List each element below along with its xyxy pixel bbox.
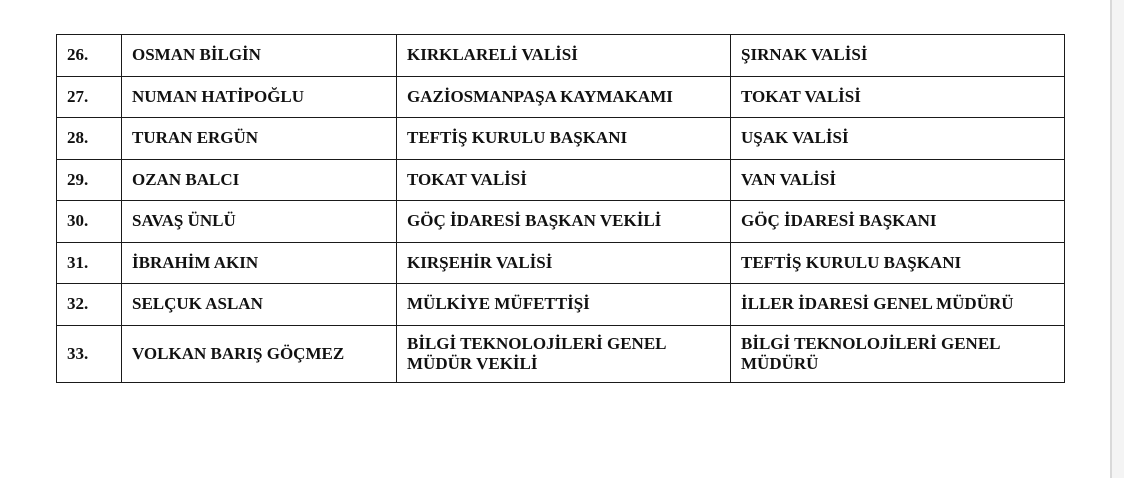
person-name: NUMAN HATİPOĞLU [122,76,397,118]
new-post: İLLER İDARESİ GENEL MÜDÜRÜ [731,284,1065,326]
former-post: GAZİOSMANPAŞA KAYMAKAMI [397,76,731,118]
table-row [57,201,1065,243]
table-row [57,76,1065,118]
former-post: BİLGİ TEKNOLOJİLERİ GENEL MÜDÜR VEKİLİ [397,325,731,382]
table-row [57,325,1065,382]
row-number: 33. [57,325,122,382]
appointments-table [56,34,1065,383]
row-number: 31. [57,242,122,284]
former-post: MÜLKİYE MÜFETTİŞİ [397,284,731,326]
new-post: TOKAT VALİSİ [731,76,1065,118]
former-post: KIRKLARELİ VALİSİ [397,35,731,77]
row-number: 26. [57,35,122,77]
person-name: SELÇUK ASLAN [122,284,397,326]
former-post: KIRŞEHİR VALİSİ [397,242,731,284]
table-row [57,159,1065,201]
person-name: SAVAŞ ÜNLÜ [122,201,397,243]
row-number: 28. [57,118,122,160]
person-name: OZAN BALCI [122,159,397,201]
new-post: TEFTİŞ KURULU BAŞKANI [731,242,1065,284]
new-post: VAN VALİSİ [731,159,1065,201]
new-post: BİLGİ TEKNOLOJİLERİ GENEL MÜDÜRÜ [731,325,1065,382]
new-post: ŞIRNAK VALİSİ [731,35,1065,77]
row-number: 29. [57,159,122,201]
person-name: VOLKAN BARIŞ GÖÇMEZ [122,325,397,382]
person-name: İBRAHİM AKIN [122,242,397,284]
table-row [57,242,1065,284]
row-number: 32. [57,284,122,326]
row-number: 27. [57,76,122,118]
row-number: 30. [57,201,122,243]
former-post: TEFTİŞ KURULU BAŞKANI [397,118,731,160]
person-name: OSMAN BİLGİN [122,35,397,77]
table-row [57,118,1065,160]
person-name: TURAN ERGÜN [122,118,397,160]
table-row [57,35,1065,77]
new-post: GÖÇ İDARESİ BAŞKANI [731,201,1065,243]
table-row [57,284,1065,326]
former-post: GÖÇ İDARESİ BAŞKAN VEKİLİ [397,201,731,243]
new-post: UŞAK VALİSİ [731,118,1065,160]
former-post: TOKAT VALİSİ [397,159,731,201]
